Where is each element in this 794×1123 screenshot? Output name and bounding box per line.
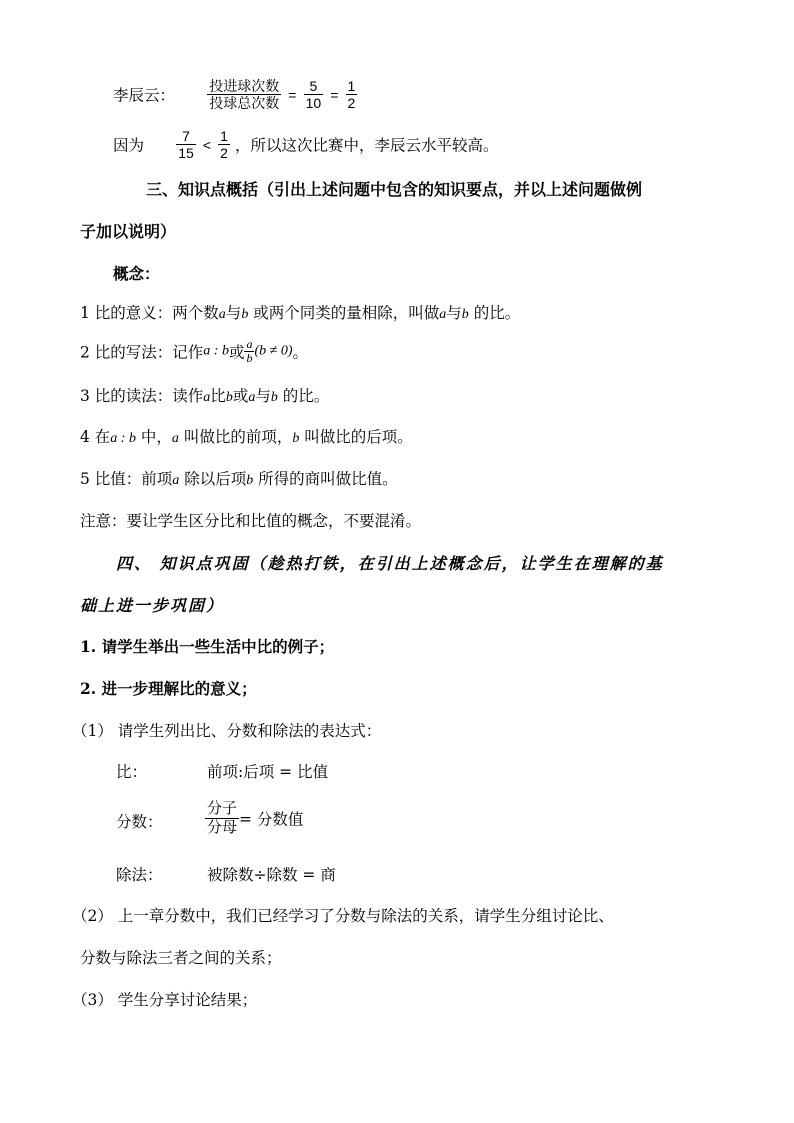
c3-text-a: 3 比的读法：读作 — [80, 387, 204, 405]
c3-var-b: b — [225, 390, 233, 405]
concept-1 — [80, 303, 520, 325]
concept-3 — [80, 386, 329, 408]
less-than-sign: < — [202, 136, 212, 153]
section3-heading-line1: 三、知识点概括（引出上述问题中包含的知识要点，并以上述问题做例 — [146, 180, 643, 199]
c2-expr: a : b — [203, 343, 229, 359]
li-den-val: 10 — [305, 95, 322, 111]
ratio-label: 比： — [116, 763, 148, 781]
c1-text-d: 与 — [446, 304, 462, 322]
c3-text-c: 或 — [232, 387, 249, 405]
c2-or: 或 — [228, 343, 245, 362]
c2-condition: (b ≠ 0) — [254, 343, 293, 359]
sub-item-2-line2: 分数与除法三者之间的关系； — [80, 949, 282, 967]
note-line: 注意：要让学生区分比和比值的概念，不要混淆。 — [80, 512, 422, 530]
division-label: 除法： — [116, 866, 163, 884]
conclusion-text: ，所以这次比赛中，李辰云水平较高。 — [235, 136, 499, 155]
cmp-den2: 2 — [220, 145, 228, 161]
c3-var-a: a — [203, 390, 211, 405]
c5-var-a: a — [172, 473, 180, 488]
li-simp-num: 1 — [347, 78, 356, 94]
sub-item-1: （1） 请学生列出比、分数和除法的表达式： — [72, 722, 382, 740]
c2-frac-den: b — [246, 351, 253, 365]
section4-heading-line2: 础上进一步巩固） — [80, 596, 225, 615]
c2-frac-num: a — [246, 337, 253, 351]
c2-fraction — [244, 338, 254, 365]
li-label: 李辰云： — [113, 86, 176, 105]
c4-text-d: 叫做比的后项。 — [299, 428, 413, 446]
item-2: 2. 进一步理解比的意义； — [80, 679, 257, 698]
ratio-expression: 前项:后项 = 比值 — [207, 763, 329, 781]
c1-text-a: 1 比的意义：两个数 — [80, 304, 219, 322]
frac-equals: = 分数值 — [239, 810, 304, 829]
c4-var-b: b — [292, 431, 300, 446]
sub-item-3: （3） 学生分享讨论结果； — [72, 991, 258, 1009]
eq-sign-1: = — [288, 86, 297, 103]
c3-var-b2: b — [270, 390, 278, 405]
c4-text-a: 4 在 — [80, 428, 111, 446]
section4-heading-line1: 四、 知识点巩固（趁热打铁，在引出上述概念后，让学生在理解的基 — [116, 554, 664, 573]
c1-var-b: b — [241, 307, 249, 322]
division-expression: 被除数÷除数 = 商 — [207, 866, 336, 884]
intro-compare-row — [113, 128, 499, 161]
compare-fraction-1 — [176, 128, 196, 161]
eq-sign-2: = — [330, 86, 339, 103]
li-simp-den: 2 — [347, 95, 356, 111]
c5-text-b: 除以后项 — [179, 470, 247, 488]
concept-5 — [80, 469, 398, 491]
c3-text-d: 与 — [255, 387, 271, 405]
c4-expr: a : b — [110, 431, 136, 446]
c4-var-a: a — [171, 431, 179, 446]
c5-text-c: 所得的商叫做比值。 — [253, 470, 398, 488]
li-num-val: 5 — [309, 78, 318, 94]
c5-var-b: b — [246, 473, 254, 488]
li-simplified-fraction — [346, 78, 358, 111]
li-den-text: 投球总次数 — [209, 95, 280, 111]
c4-text-b: 中， — [135, 428, 172, 446]
intro-li-row — [113, 78, 357, 111]
c2-end: 。 — [292, 343, 309, 362]
fraction-label: 分数： — [116, 813, 163, 831]
c4-text-c: 叫做比的前项， — [178, 428, 293, 446]
c1-text-c: 或两个同类的量相除，叫做 — [248, 304, 440, 322]
li-value-fraction — [304, 78, 324, 111]
sub-item-2-line1: （2） 上一章分数中，我们已经学习了分数与除法的关系，请学生分组讨论比、 — [72, 907, 614, 925]
frac-denominator: 分母 — [207, 819, 238, 836]
cmp-den1: 15 — [178, 145, 194, 161]
c3-text-e: 的比。 — [277, 387, 330, 405]
c1-var-b2: b — [461, 307, 469, 322]
concept-4 — [80, 427, 413, 449]
c1-var-a: a — [218, 307, 226, 322]
c1-var-a2: a — [439, 307, 447, 322]
cmp-num1: 7 — [182, 128, 190, 144]
fraction-expression — [205, 800, 303, 837]
section3-heading-line2: 子加以说明） — [80, 222, 177, 241]
c5-text-a: 5 比值：前项 — [80, 470, 173, 488]
because-text: 因为 — [113, 136, 145, 155]
c3-var-a2: a — [248, 390, 256, 405]
li-text-fraction — [207, 78, 281, 111]
concept-label: 概念： — [113, 264, 160, 283]
compare-fraction-2 — [218, 128, 230, 161]
c1-text-e: 的比。 — [468, 304, 521, 322]
cmp-num2: 1 — [220, 128, 228, 144]
fraction-num-den — [205, 800, 239, 837]
frac-numerator: 分子 — [207, 800, 238, 817]
item-1: 1. 请学生举出一些生活中比的例子； — [80, 637, 335, 656]
c2-text-a: 2 比的写法：记作 — [80, 343, 204, 362]
c1-text-b: 与 — [225, 304, 242, 322]
concept-2 — [80, 338, 308, 365]
li-num-text: 投进球次数 — [209, 78, 280, 94]
c3-text-b: 比 — [210, 387, 226, 405]
